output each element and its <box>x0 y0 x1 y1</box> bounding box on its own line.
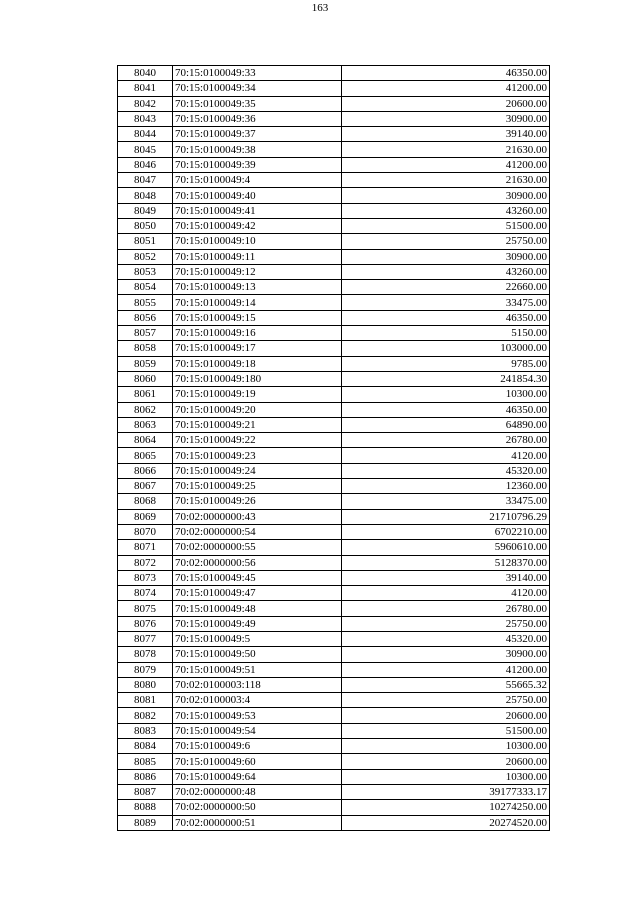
table-row <box>118 693 550 708</box>
page-number: 163 <box>311 2 329 14</box>
cadastral-number-cell: 70:15:0100049:37 <box>173 127 342 142</box>
cadastral-number-cell: 70:15:0100049:12 <box>173 264 342 279</box>
table-row <box>118 540 550 555</box>
value-cell: 25750.00 <box>342 616 550 631</box>
value-cell: 241854.30 <box>342 371 550 386</box>
row-number-cell: 8040 <box>118 66 173 81</box>
table-body <box>118 66 550 831</box>
cadastral-number-cell: 70:15:0100049:22 <box>173 433 342 448</box>
cadastral-number-cell: 70:15:0100049:23 <box>173 448 342 463</box>
value-cell: 30900.00 <box>342 249 550 264</box>
cadastral-number-cell: 70:02:0000000:50 <box>173 800 342 815</box>
table-row <box>118 127 550 142</box>
table-row <box>118 417 550 432</box>
table-row <box>118 341 550 356</box>
row-number-cell: 8079 <box>118 662 173 677</box>
row-number-cell: 8067 <box>118 479 173 494</box>
row-number-cell: 8059 <box>118 356 173 371</box>
value-cell: 46350.00 <box>342 66 550 81</box>
value-cell: 39140.00 <box>342 570 550 585</box>
value-cell: 10300.00 <box>342 769 550 784</box>
table-row <box>118 81 550 96</box>
table-row <box>118 157 550 172</box>
table-row <box>118 371 550 386</box>
value-cell: 45320.00 <box>342 631 550 646</box>
table-row <box>118 66 550 81</box>
table-row <box>118 631 550 646</box>
value-cell: 45320.00 <box>342 463 550 478</box>
row-number-cell: 8046 <box>118 157 173 172</box>
row-number-cell: 8072 <box>118 555 173 570</box>
row-number-cell: 8058 <box>118 341 173 356</box>
row-number-cell: 8076 <box>118 616 173 631</box>
table-row <box>118 173 550 188</box>
row-number-cell: 8048 <box>118 188 173 203</box>
value-cell: 39177333.17 <box>342 784 550 799</box>
table-row <box>118 708 550 723</box>
value-cell: 51500.00 <box>342 218 550 233</box>
table-row <box>118 524 550 539</box>
row-number-cell: 8077 <box>118 631 173 646</box>
row-number-cell: 8065 <box>118 448 173 463</box>
row-number-cell: 8066 <box>118 463 173 478</box>
value-cell: 10300.00 <box>342 387 550 402</box>
value-cell: 22660.00 <box>342 280 550 295</box>
row-number-cell: 8087 <box>118 784 173 799</box>
cadastral-number-cell: 70:15:0100049:54 <box>173 723 342 738</box>
row-number-cell: 8088 <box>118 800 173 815</box>
table-row <box>118 356 550 371</box>
row-number-cell: 8049 <box>118 203 173 218</box>
value-cell: 20600.00 <box>342 96 550 111</box>
cadastral-number-cell: 70:02:0000000:43 <box>173 509 342 524</box>
row-number-cell: 8050 <box>118 218 173 233</box>
row-number-cell: 8075 <box>118 601 173 616</box>
table-row <box>118 784 550 799</box>
row-number-cell: 8045 <box>118 142 173 157</box>
table-row <box>118 111 550 126</box>
row-number-cell: 8086 <box>118 769 173 784</box>
cadastral-number-cell: 70:15:0100049:20 <box>173 402 342 417</box>
row-number-cell: 8078 <box>118 647 173 662</box>
cadastral-number-cell: 70:15:0100049:49 <box>173 616 342 631</box>
row-number-cell: 8047 <box>118 173 173 188</box>
cadastral-number-cell: 70:02:0000000:51 <box>173 815 342 830</box>
table-row <box>118 433 550 448</box>
value-cell: 9785.00 <box>342 356 550 371</box>
row-number-cell: 8061 <box>118 387 173 402</box>
cadastral-number-cell: 70:15:0100049:13 <box>173 280 342 295</box>
cadastral-number-cell: 70:15:0100049:51 <box>173 662 342 677</box>
table-row <box>118 188 550 203</box>
cadastral-number-cell: 70:15:0100049:4 <box>173 173 342 188</box>
value-cell: 6702210.00 <box>342 524 550 539</box>
row-number-cell: 8041 <box>118 81 173 96</box>
value-cell: 12360.00 <box>342 479 550 494</box>
value-cell: 41200.00 <box>342 81 550 96</box>
cadastral-number-cell: 70:02:0100003:118 <box>173 677 342 692</box>
table-row <box>118 723 550 738</box>
cadastral-number-cell: 70:15:0100049:45 <box>173 570 342 585</box>
table-row <box>118 387 550 402</box>
table-row <box>118 570 550 585</box>
cadastral-number-cell: 70:15:0100049:19 <box>173 387 342 402</box>
table-row <box>118 769 550 784</box>
row-number-cell: 8073 <box>118 570 173 585</box>
table-row <box>118 142 550 157</box>
cadastral-number-cell: 70:15:0100049:38 <box>173 142 342 157</box>
row-number-cell: 8082 <box>118 708 173 723</box>
row-number-cell: 8044 <box>118 127 173 142</box>
table-row <box>118 402 550 417</box>
cadastral-number-cell: 70:15:0100049:5 <box>173 631 342 646</box>
table-row <box>118 555 550 570</box>
table-row <box>118 96 550 111</box>
table-row <box>118 739 550 754</box>
table-row <box>118 218 550 233</box>
table-row <box>118 647 550 662</box>
row-number-cell: 8085 <box>118 754 173 769</box>
cadastral-number-cell: 70:15:0100049:24 <box>173 463 342 478</box>
value-cell: 10274250.00 <box>342 800 550 815</box>
value-cell: 10300.00 <box>342 739 550 754</box>
cadastral-number-cell: 70:15:0100049:53 <box>173 708 342 723</box>
table-row <box>118 800 550 815</box>
row-number-cell: 8051 <box>118 234 173 249</box>
registry-table <box>117 65 550 831</box>
table-row <box>118 249 550 264</box>
row-number-cell: 8068 <box>118 494 173 509</box>
cadastral-number-cell: 70:15:0100049:40 <box>173 188 342 203</box>
row-number-cell: 8089 <box>118 815 173 830</box>
cadastral-number-cell: 70:15:0100049:41 <box>173 203 342 218</box>
row-number-cell: 8043 <box>118 111 173 126</box>
table-row <box>118 326 550 341</box>
table-row <box>118 203 550 218</box>
cadastral-number-cell: 70:15:0100049:16 <box>173 326 342 341</box>
row-number-cell: 8071 <box>118 540 173 555</box>
cadastral-number-cell: 70:15:0100049:15 <box>173 310 342 325</box>
row-number-cell: 8057 <box>118 326 173 341</box>
cadastral-number-cell: 70:15:0100049:17 <box>173 341 342 356</box>
row-number-cell: 8084 <box>118 739 173 754</box>
cadastral-number-cell: 70:15:0100049:60 <box>173 754 342 769</box>
value-cell: 46350.00 <box>342 402 550 417</box>
table-row <box>118 463 550 478</box>
cadastral-number-cell: 70:02:0000000:55 <box>173 540 342 555</box>
value-cell: 43260.00 <box>342 203 550 218</box>
value-cell: 43260.00 <box>342 264 550 279</box>
value-cell: 51500.00 <box>342 723 550 738</box>
row-number-cell: 8081 <box>118 693 173 708</box>
cadastral-number-cell: 70:15:0100049:36 <box>173 111 342 126</box>
value-cell: 21630.00 <box>342 142 550 157</box>
value-cell: 21630.00 <box>342 173 550 188</box>
row-number-cell: 8083 <box>118 723 173 738</box>
row-number-cell: 8060 <box>118 371 173 386</box>
cadastral-number-cell: 70:15:0100049:21 <box>173 417 342 432</box>
value-cell: 4120.00 <box>342 448 550 463</box>
cadastral-number-cell: 70:15:0100049:14 <box>173 295 342 310</box>
cadastral-number-cell: 70:02:0100003:4 <box>173 693 342 708</box>
cadastral-number-cell: 70:15:0100049:34 <box>173 81 342 96</box>
value-cell: 20600.00 <box>342 708 550 723</box>
cadastral-number-cell: 70:15:0100049:10 <box>173 234 342 249</box>
row-number-cell: 8062 <box>118 402 173 417</box>
value-cell: 33475.00 <box>342 295 550 310</box>
table-row <box>118 234 550 249</box>
row-number-cell: 8054 <box>118 280 173 295</box>
value-cell: 21710796.29 <box>342 509 550 524</box>
value-cell: 20600.00 <box>342 754 550 769</box>
table-row <box>118 754 550 769</box>
value-cell: 26780.00 <box>342 601 550 616</box>
value-cell: 26780.00 <box>342 433 550 448</box>
cadastral-number-cell: 70:15:0100049:18 <box>173 356 342 371</box>
value-cell: 33475.00 <box>342 494 550 509</box>
value-cell: 103000.00 <box>342 341 550 356</box>
cadastral-number-cell: 70:15:0100049:47 <box>173 586 342 601</box>
cadastral-number-cell: 70:02:0000000:54 <box>173 524 342 539</box>
value-cell: 4120.00 <box>342 586 550 601</box>
value-cell: 25750.00 <box>342 234 550 249</box>
row-number-cell: 8080 <box>118 677 173 692</box>
row-number-cell: 8052 <box>118 249 173 264</box>
value-cell: 30900.00 <box>342 188 550 203</box>
value-cell: 41200.00 <box>342 157 550 172</box>
row-number-cell: 8055 <box>118 295 173 310</box>
value-cell: 64890.00 <box>342 417 550 432</box>
table-row <box>118 662 550 677</box>
table-row <box>118 310 550 325</box>
cadastral-number-cell: 70:15:0100049:25 <box>173 479 342 494</box>
row-number-cell: 8053 <box>118 264 173 279</box>
table-row <box>118 509 550 524</box>
table-row <box>118 280 550 295</box>
table-row <box>118 601 550 616</box>
row-number-cell: 8042 <box>118 96 173 111</box>
table-row <box>118 586 550 601</box>
table-row <box>118 295 550 310</box>
value-cell: 41200.00 <box>342 662 550 677</box>
value-cell: 20274520.00 <box>342 815 550 830</box>
cadastral-number-cell: 70:15:0100049:11 <box>173 249 342 264</box>
cadastral-number-cell: 70:15:0100049:6 <box>173 739 342 754</box>
value-cell: 39140.00 <box>342 127 550 142</box>
table-row <box>118 479 550 494</box>
cadastral-number-cell: 70:15:0100049:35 <box>173 96 342 111</box>
value-cell: 46350.00 <box>342 310 550 325</box>
cadastral-number-cell: 70:15:0100049:48 <box>173 601 342 616</box>
table-row <box>118 448 550 463</box>
cadastral-number-cell: 70:15:0100049:33 <box>173 66 342 81</box>
cadastral-number-cell: 70:15:0100049:180 <box>173 371 342 386</box>
cadastral-number-cell: 70:15:0100049:64 <box>173 769 342 784</box>
value-cell: 5150.00 <box>342 326 550 341</box>
table-row <box>118 616 550 631</box>
table-row <box>118 815 550 830</box>
cadastral-number-cell: 70:15:0100049:26 <box>173 494 342 509</box>
value-cell: 30900.00 <box>342 111 550 126</box>
cadastral-number-cell: 70:15:0100049:42 <box>173 218 342 233</box>
value-cell: 30900.00 <box>342 647 550 662</box>
cadastral-number-cell: 70:15:0100049:50 <box>173 647 342 662</box>
table-row <box>118 494 550 509</box>
table-row <box>118 264 550 279</box>
cadastral-number-cell: 70:02:0000000:48 <box>173 784 342 799</box>
row-number-cell: 8069 <box>118 509 173 524</box>
row-number-cell: 8063 <box>118 417 173 432</box>
table-row <box>118 677 550 692</box>
cadastral-number-cell: 70:15:0100049:39 <box>173 157 342 172</box>
value-cell: 55665.32 <box>342 677 550 692</box>
row-number-cell: 8056 <box>118 310 173 325</box>
cadastral-number-cell: 70:02:0000000:56 <box>173 555 342 570</box>
row-number-cell: 8074 <box>118 586 173 601</box>
row-number-cell: 8070 <box>118 524 173 539</box>
value-cell: 5960610.00 <box>342 540 550 555</box>
value-cell: 5128370.00 <box>342 555 550 570</box>
row-number-cell: 8064 <box>118 433 173 448</box>
value-cell: 25750.00 <box>342 693 550 708</box>
